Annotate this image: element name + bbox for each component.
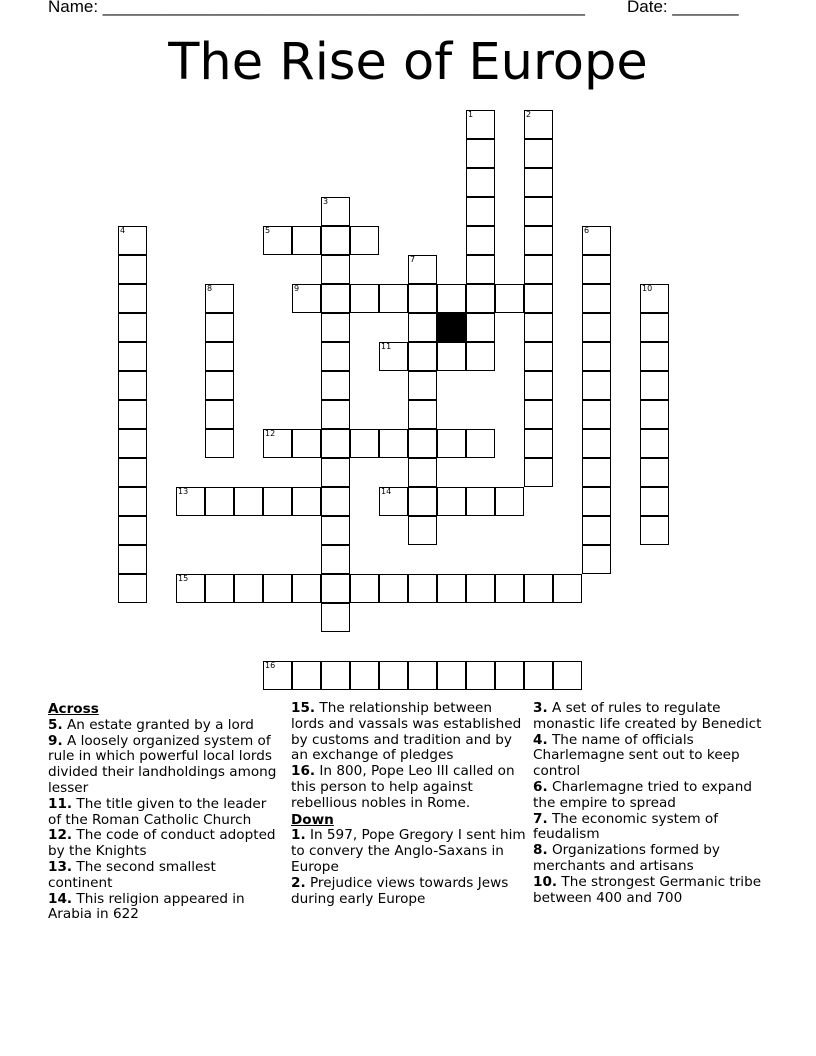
crossword-cell[interactable] <box>205 429 234 458</box>
clue-number: 11. <box>48 795 73 812</box>
clue-text: The second smallest continent <box>48 858 216 891</box>
clue-text: A loosely organized system of rule in which powerful local lords divided their landholdings among lesser <box>48 732 277 796</box>
crossword-cell[interactable] <box>118 371 147 400</box>
name-field[interactable]: Name: ___________________________________________________ <box>48 0 585 16</box>
clue-number: 10. <box>533 873 558 890</box>
date-field[interactable]: Date: _______ <box>627 0 739 16</box>
crossword-cell[interactable] <box>524 574 553 603</box>
crossword-cell[interactable] <box>176 487 205 516</box>
crossword-cell[interactable] <box>321 545 350 574</box>
clue-across-11 <box>48 797 280 829</box>
crossword-cell[interactable] <box>640 371 669 400</box>
clue-across-12 <box>48 828 280 860</box>
crossword-cell[interactable] <box>118 226 147 255</box>
crossword-cell[interactable] <box>524 110 553 139</box>
crossword-cell[interactable] <box>321 574 350 603</box>
clue-number: 7. <box>533 810 548 827</box>
crossword-cell[interactable] <box>205 371 234 400</box>
crossword-cell[interactable] <box>408 458 437 487</box>
crossword-cell[interactable] <box>553 574 582 603</box>
crossword-cell[interactable] <box>118 400 147 429</box>
crossword-cell[interactable] <box>379 284 408 313</box>
clue-number-label: 16 <box>265 661 276 670</box>
clue-down-10 <box>533 875 769 907</box>
clue-text: A set of rules to regulate monastic life created by Benedict <box>533 700 762 732</box>
crossword-cell[interactable] <box>524 458 553 487</box>
crossword-cell[interactable] <box>524 429 553 458</box>
clue-number-label: 14 <box>381 487 392 496</box>
crossword-cell[interactable] <box>582 400 611 429</box>
crossword-cell[interactable] <box>118 545 147 574</box>
crossword-cell[interactable] <box>263 487 292 516</box>
clue-number-label: 13 <box>178 487 189 496</box>
clue-down-1 <box>291 828 527 875</box>
crossword-cell[interactable] <box>582 342 611 371</box>
clue-number: 9. <box>48 732 63 749</box>
crossword-cell[interactable] <box>350 661 379 690</box>
clue-text: Prejudice views towards Jews during early Europe <box>291 874 509 907</box>
crossword-cell[interactable] <box>524 400 553 429</box>
clue-number-label: 5 <box>265 226 271 235</box>
crossword-cell[interactable] <box>408 313 437 342</box>
crossword-cell[interactable] <box>582 429 611 458</box>
crossword-cell[interactable] <box>495 661 524 690</box>
page-title: The Rise of Europe <box>168 33 648 92</box>
clue-across-14 <box>48 892 280 924</box>
clue-across-9 <box>48 734 280 797</box>
crossword-cell[interactable] <box>466 487 495 516</box>
crossword-cell[interactable] <box>321 342 350 371</box>
crossword-cell[interactable] <box>292 487 321 516</box>
crossword-cell[interactable] <box>582 545 611 574</box>
crossword-cell[interactable] <box>292 661 321 690</box>
clue-number: 8. <box>533 842 548 859</box>
crossword-cell[interactable] <box>495 574 524 603</box>
crossword-cell[interactable] <box>205 284 234 313</box>
crossword-cell[interactable] <box>321 603 350 632</box>
clue-number: 3. <box>533 700 548 716</box>
clue-down-7 <box>533 812 769 844</box>
clue-number-label: 10 <box>642 284 653 293</box>
crossword-cell[interactable] <box>640 313 669 342</box>
clue-number: 16. <box>291 763 316 780</box>
crossword-cell[interactable] <box>640 400 669 429</box>
crossword-cell[interactable] <box>582 313 611 342</box>
crossword-cell[interactable] <box>640 284 669 313</box>
crossword-cell[interactable] <box>118 342 147 371</box>
crossword-cell[interactable] <box>466 574 495 603</box>
crossword-cell[interactable] <box>118 313 147 342</box>
crossword-cell[interactable] <box>408 400 437 429</box>
crossword-cell[interactable] <box>118 255 147 284</box>
crossword-cell[interactable] <box>263 429 292 458</box>
crossword-cell[interactable] <box>524 371 553 400</box>
crossword-cell[interactable] <box>582 226 611 255</box>
down-heading: Down <box>291 811 334 828</box>
black-square <box>437 313 466 342</box>
crossword-cell[interactable] <box>321 371 350 400</box>
clue-number: 5. <box>48 716 63 733</box>
clue-number-label: 1 <box>468 110 474 119</box>
crossword-cell[interactable] <box>466 168 495 197</box>
clue-number-label: 7 <box>410 255 416 264</box>
clue-across-13 <box>48 860 280 892</box>
clue-number-label: 8 <box>207 284 213 293</box>
clue-across-5 <box>48 718 280 734</box>
crossword-cell[interactable] <box>379 661 408 690</box>
crossword-cell[interactable] <box>205 487 234 516</box>
clue-text: An estate granted by a lord <box>66 716 254 733</box>
crossword-cell[interactable] <box>321 516 350 545</box>
clue-text: In 597, Pope Gregory I sent him to convery the Anglo-Saxans in Europe <box>291 827 526 875</box>
crossword-cell[interactable] <box>263 574 292 603</box>
clue-number: 14. <box>48 890 73 907</box>
crossword-cell[interactable] <box>524 313 553 342</box>
crossword-cell[interactable] <box>466 139 495 168</box>
crossword-cell[interactable] <box>205 342 234 371</box>
across-heading: Across <box>48 701 99 717</box>
clue-number-label: 11 <box>381 342 392 351</box>
crossword-cell[interactable] <box>640 487 669 516</box>
clue-text: In 800, Pope Leo III called on this person to help against rebellious nobles in Rome. <box>291 763 515 811</box>
crossword-cell[interactable] <box>292 429 321 458</box>
clue-down-2 <box>291 876 527 908</box>
clue-number-label: 6 <box>584 226 590 235</box>
clue-number: 2. <box>291 874 306 891</box>
crossword-cell[interactable] <box>524 255 553 284</box>
crossword-cell[interactable] <box>292 284 321 313</box>
clue-text: The name of officials Charlemagne sent out to keep control <box>533 731 740 780</box>
crossword-cell[interactable] <box>118 516 147 545</box>
crossword-cell[interactable] <box>321 284 350 313</box>
crossword-cell[interactable] <box>321 197 350 226</box>
crossword-cell[interactable] <box>466 226 495 255</box>
crossword-cell[interactable] <box>466 429 495 458</box>
crossword-cell[interactable] <box>495 284 524 313</box>
crossword-cell[interactable] <box>350 226 379 255</box>
crossword-cell[interactable] <box>321 255 350 284</box>
clue-number: 15. <box>291 700 316 716</box>
crossword-cell[interactable] <box>321 226 350 255</box>
crossword-cell[interactable] <box>263 226 292 255</box>
clue-text: The relationship between lords and vassals was established by customs and tradition and by an exchange of pledges <box>291 700 522 764</box>
clue-across-15 <box>291 701 527 764</box>
clue-number-label: 3 <box>323 197 329 206</box>
crossword-cell[interactable] <box>350 574 379 603</box>
clue-number: 4. <box>533 731 548 748</box>
clue-number-label: 2 <box>526 110 532 119</box>
clue-number: 6. <box>533 778 548 795</box>
crossword-cell[interactable] <box>408 574 437 603</box>
crossword-cell[interactable] <box>118 574 147 603</box>
crossword-cell[interactable] <box>234 574 263 603</box>
crossword-cell[interactable] <box>437 661 466 690</box>
crossword-cell[interactable] <box>524 168 553 197</box>
crossword-cell[interactable] <box>321 400 350 429</box>
crossword-cell[interactable] <box>524 139 553 168</box>
crossword-cell[interactable] <box>408 255 437 284</box>
clue-number: 1. <box>291 827 306 844</box>
crossword-cell[interactable] <box>437 284 466 313</box>
crossword-cell[interactable] <box>582 458 611 487</box>
crossword-cell[interactable] <box>408 429 437 458</box>
crossword-cell[interactable] <box>205 574 234 603</box>
clue-down-6 <box>533 780 769 812</box>
clues-column-2 <box>291 701 527 907</box>
clue-text: This religion appeared in Arabia in 622 <box>48 890 245 923</box>
crossword-cell[interactable] <box>118 458 147 487</box>
crossword-cell[interactable] <box>350 284 379 313</box>
crossword-cell[interactable] <box>582 255 611 284</box>
crossword-cell[interactable] <box>321 458 350 487</box>
crossword-cell[interactable] <box>437 342 466 371</box>
clue-down-4 <box>533 733 769 780</box>
crossword-cell[interactable] <box>379 487 408 516</box>
crossword-cell[interactable] <box>640 342 669 371</box>
crossword-cell[interactable] <box>524 342 553 371</box>
crossword-cell[interactable] <box>379 429 408 458</box>
crossword-cell[interactable] <box>205 400 234 429</box>
crossword-cell[interactable] <box>582 371 611 400</box>
crossword-cell[interactable] <box>408 661 437 690</box>
crossword-cell[interactable] <box>466 342 495 371</box>
crossword-cell[interactable] <box>118 429 147 458</box>
crossword-cell[interactable] <box>408 487 437 516</box>
clue-number-label: 9 <box>294 284 300 293</box>
crossword-cell[interactable] <box>176 574 205 603</box>
crossword-cell[interactable] <box>640 458 669 487</box>
crossword-cell[interactable] <box>350 429 379 458</box>
clue-text: Charlemagne tried to expand the empire to spread <box>533 778 752 811</box>
crossword-cell[interactable] <box>466 284 495 313</box>
crossword-cell[interactable] <box>379 342 408 371</box>
clue-down-3 <box>533 701 769 733</box>
clue-down-8 <box>533 843 769 875</box>
clue-number-label: 4 <box>120 226 126 235</box>
clue-number-label: 12 <box>265 429 276 438</box>
crossword-cell[interactable] <box>118 284 147 313</box>
crossword-cell[interactable] <box>234 487 263 516</box>
crossword-cell[interactable] <box>582 487 611 516</box>
crossword-cell[interactable] <box>524 226 553 255</box>
crossword-cell[interactable] <box>408 371 437 400</box>
clue-number: 12. <box>48 827 73 844</box>
crossword-cell[interactable] <box>321 313 350 342</box>
crossword-cell[interactable] <box>292 574 321 603</box>
crossword-cell[interactable] <box>582 284 611 313</box>
crossword-cell[interactable] <box>408 516 437 545</box>
clue-text: The economic system of feudalism <box>533 810 719 843</box>
clue-text: The code of conduct adopted by the Knights <box>48 827 276 860</box>
crossword-cell[interactable] <box>466 197 495 226</box>
crossword-cell[interactable] <box>263 661 292 690</box>
crossword-cell[interactable] <box>640 516 669 545</box>
clue-number: 13. <box>48 858 73 875</box>
crossword-cell[interactable] <box>408 284 437 313</box>
crossword-cell[interactable] <box>524 197 553 226</box>
crossword-cell[interactable] <box>640 429 669 458</box>
crossword-cell[interactable] <box>437 487 466 516</box>
crossword-cell[interactable] <box>524 284 553 313</box>
crossword-cell[interactable] <box>321 487 350 516</box>
clue-text: The title given to the leader of the Roman Catholic Church <box>48 795 267 828</box>
crossword-cell[interactable] <box>553 661 582 690</box>
clue-text: Organizations formed by merchants and artisans <box>533 842 720 874</box>
clue-across-16 <box>291 764 527 811</box>
crossword-cell[interactable] <box>379 574 408 603</box>
crossword-cell[interactable] <box>495 487 524 516</box>
crossword-cell[interactable] <box>582 516 611 545</box>
clues-column-3 <box>533 701 769 906</box>
crossword-cell[interactable] <box>466 255 495 284</box>
clue-text: The strongest Germanic tribe between 400 and 700 <box>533 873 762 906</box>
crossword-cell[interactable] <box>437 429 466 458</box>
crossword-cell[interactable] <box>437 574 466 603</box>
crossword-cell[interactable] <box>408 342 437 371</box>
crossword-cell[interactable] <box>118 487 147 516</box>
crossword-cell[interactable] <box>321 661 350 690</box>
crossword-cell[interactable] <box>524 661 553 690</box>
clues-column-1 <box>48 701 280 923</box>
crossword-cell[interactable] <box>466 661 495 690</box>
crossword-cell[interactable] <box>321 429 350 458</box>
crossword-cell[interactable] <box>466 110 495 139</box>
clue-number-label: 15 <box>178 574 189 583</box>
crossword-cell[interactable] <box>466 313 495 342</box>
crossword-cell[interactable] <box>292 226 321 255</box>
crossword-cell[interactable] <box>205 313 234 342</box>
